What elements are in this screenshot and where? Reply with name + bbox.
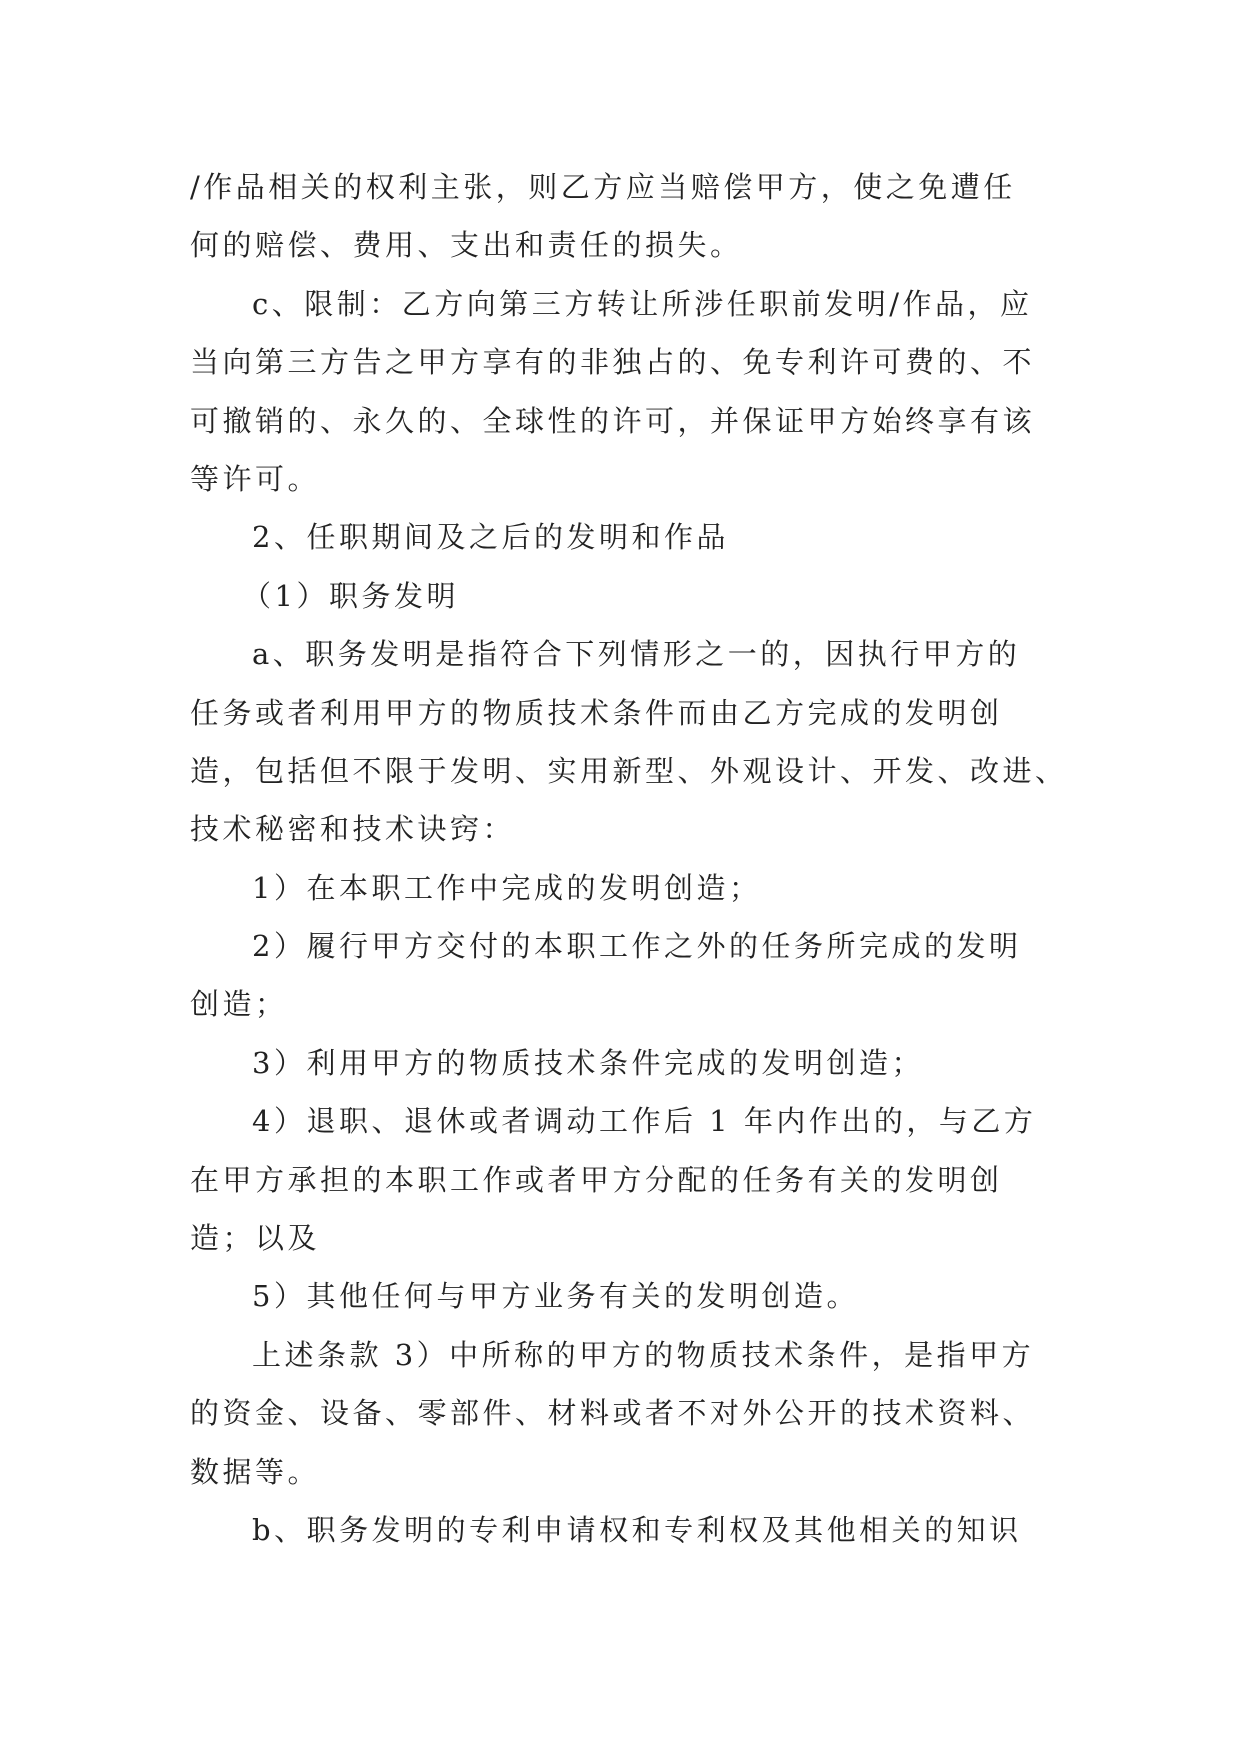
text-line: 可撤销的、永久的、全球性的许可，并保证甲方始终享有该 — [190, 403, 1036, 438]
text-line: 造；以及 — [190, 1221, 321, 1256]
text-line: 在甲方承担的本职工作或者甲方分配的任务有关的发明创 — [190, 1162, 1003, 1197]
text-line: 的资金、设备、零部件、材料或者不对外公开的技术资料、 — [190, 1396, 1036, 1431]
text-line: /作品相关的权利主张，则乙方应当赔偿甲方，使之免遭任 — [190, 170, 1016, 204]
text-line: 创造； — [190, 987, 288, 1022]
text-line: a、职务发明是指符合下列情形之一的，因执行甲方的 — [252, 637, 1021, 672]
list-item: 4）退职、退休或者调动工作后 1 年内作出的，与乙方 — [252, 1104, 1037, 1139]
list-item: 1）在本职工作中完成的发明创造； — [252, 870, 762, 905]
text-line: 上述条款 3）中所称的甲方的物质技术条件，是指甲方 — [252, 1337, 1035, 1372]
text-line: c、限制：乙方向第三方转让所涉任职前发明/作品，应 — [252, 286, 1033, 321]
list-item: 5）其他任何与甲方业务有关的发明创造。 — [252, 1279, 859, 1314]
document-body — [190, 158, 1068, 1559]
text-line: 数据等。 — [190, 1454, 321, 1489]
list-item: 3）利用甲方的物质技术条件完成的发明创造； — [252, 1045, 924, 1080]
text-line: 任务或者利用甲方的物质技术条件而由乙方完成的发明创 — [190, 695, 1003, 730]
text-line: 等许可。 — [190, 461, 321, 496]
text-line: 技术秘密和技术诀窍： — [190, 812, 516, 847]
subsection-heading: （1）职务发明 — [242, 578, 459, 613]
text-line: b、职务发明的专利申请权和专利权及其他相关的知识 — [252, 1512, 1022, 1547]
list-item: 2）履行甲方交付的本职工作之外的任务所完成的发明 — [252, 929, 1022, 964]
text-line: 当向第三方告之甲方享有的非独占的、免专利许可费的、不 — [190, 345, 1036, 380]
text-line: 造，包括但不限于发明、实用新型、外观设计、开发、改进、 — [190, 753, 1068, 788]
text-line: 何的赔偿、费用、支出和责任的损失。 — [190, 228, 743, 263]
section-heading: 2、任职期间及之后的发明和作品 — [252, 520, 729, 555]
